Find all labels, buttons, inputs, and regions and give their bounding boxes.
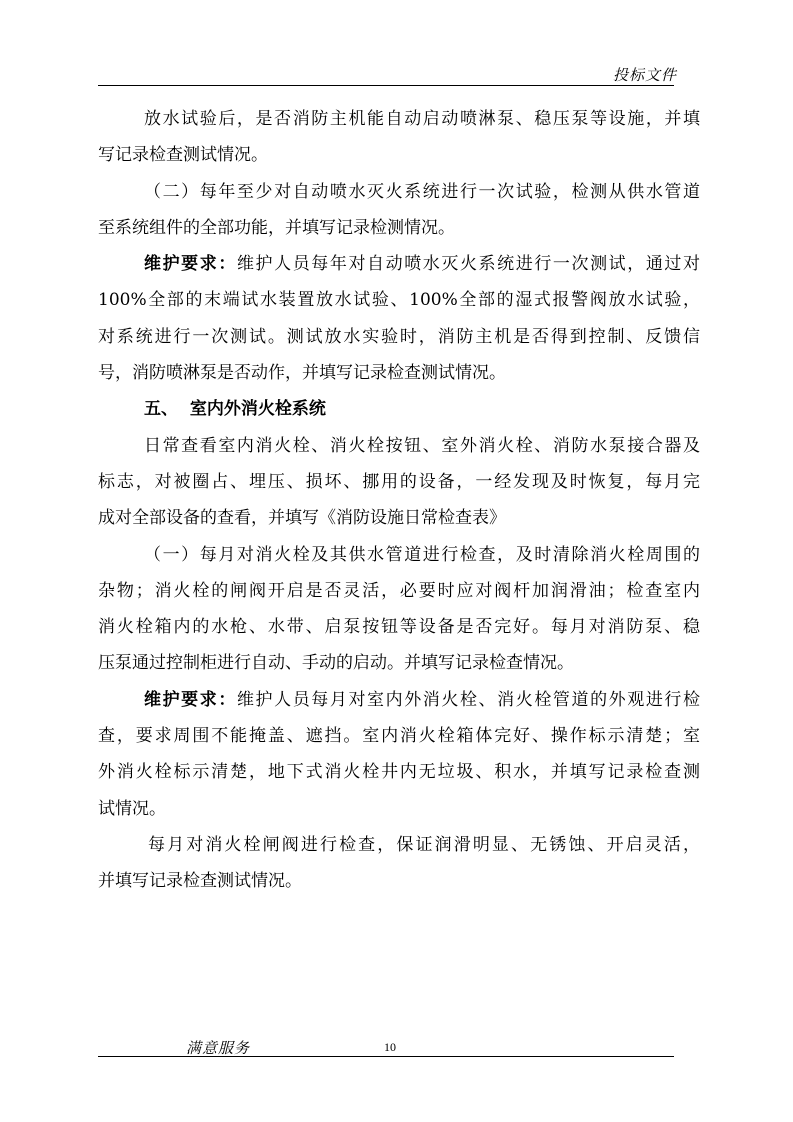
paragraph-text: 维护人员每月对室内外消火栓、消火栓管道的外观进行检	[236, 689, 701, 710]
paragraph-2	[98, 174, 700, 247]
paragraph-line: 至系统组件的全部功能，并填写记录检测情况。	[98, 217, 455, 238]
maintenance-label: 维护要求：	[144, 254, 237, 275]
paragraph-line: （一）每月对消火栓及其供水管道进行检查，及时清除消火栓周围的	[144, 544, 700, 565]
paragraph-line: 日常查看室内消火栓、消火栓按钮、室外消火栓、消防水泵接合器及	[144, 435, 700, 456]
header-rule	[98, 85, 674, 86]
paragraph-line: 压泵通过控制柜进行自动、手动的启动。并填写记录检查情况。	[98, 653, 574, 674]
paragraph-4	[98, 428, 700, 537]
footer-text: 满意服务	[186, 1039, 251, 1057]
section-5-heading: 五、 室内外消火栓系统	[144, 399, 326, 420]
paragraph-7	[98, 827, 700, 900]
paragraph-3	[98, 246, 700, 391]
paragraph-line: 并填写记录检查测试情况。	[98, 871, 302, 892]
paragraph-5	[98, 537, 700, 682]
paragraph-1	[98, 101, 700, 174]
footer-rule	[98, 1056, 674, 1057]
paragraph-line: 每月对消火栓闸阀进行检查，保证润滑明显、无锈蚀、开启灵活，	[148, 834, 700, 855]
paragraph-line: 杂物；消火栓的闸阀开启是否灵活，必要时应对阀杆加润滑油；检查室内	[98, 580, 700, 601]
paragraph-line: 试情况。	[98, 798, 166, 819]
paragraph-line: 100%全部的末端试水装置放水试验、100%全部的湿式报警阀放水试验，	[98, 290, 700, 311]
paragraph-line: 消火栓箱内的水枪、水带、启泵按钮等设备是否完好。每月对消防泵、稳	[98, 617, 700, 638]
paragraph-line: 外消火栓标示清楚，地下式消火栓井内无垃圾、积水，并填写记录检查测	[98, 762, 700, 783]
header-title: 投标文件	[613, 66, 678, 84]
paragraph-line: 对系统进行一次测试。测试放水实验时，消防主机是否得到控制、反馈信	[98, 326, 700, 347]
paragraph-line: （二）每年至少对自动喷水灭火系统进行一次试验，检测从供水管道	[144, 181, 700, 202]
document-body	[98, 101, 700, 900]
paragraph-6	[98, 682, 700, 827]
maintenance-label: 维护要求：	[144, 689, 237, 710]
paragraph-line: 查，要求周围不能掩盖、遮挡。室内消火栓箱体完好、操作标示清楚；室	[98, 726, 700, 747]
page-number: 10	[384, 1040, 396, 1054]
section-heading	[98, 391, 700, 427]
paragraph-line	[98, 246, 700, 282]
paragraph-line: 放水试验后，是否消防主机能自动启动喷淋泵、稳压泵等设施，并填	[144, 109, 700, 129]
paragraph-text: 维护人员每年对自动喷水灭火系统进行一次测试，通过对	[236, 254, 701, 275]
paragraph-line: 标志，对被圈占、埋压、损坏、挪用的设备，一经发现及时恢复，每月完	[98, 471, 700, 492]
paragraph-line: 成对全部设备的查看，并填写《消防设施日常检查表》	[98, 508, 506, 529]
paragraph-line	[98, 682, 700, 718]
paragraph-line: 号，消防喷淋泵是否动作，并填写记录检查测试情况。	[98, 363, 506, 384]
paragraph-line: 写记录检查测试情况。	[98, 145, 268, 166]
